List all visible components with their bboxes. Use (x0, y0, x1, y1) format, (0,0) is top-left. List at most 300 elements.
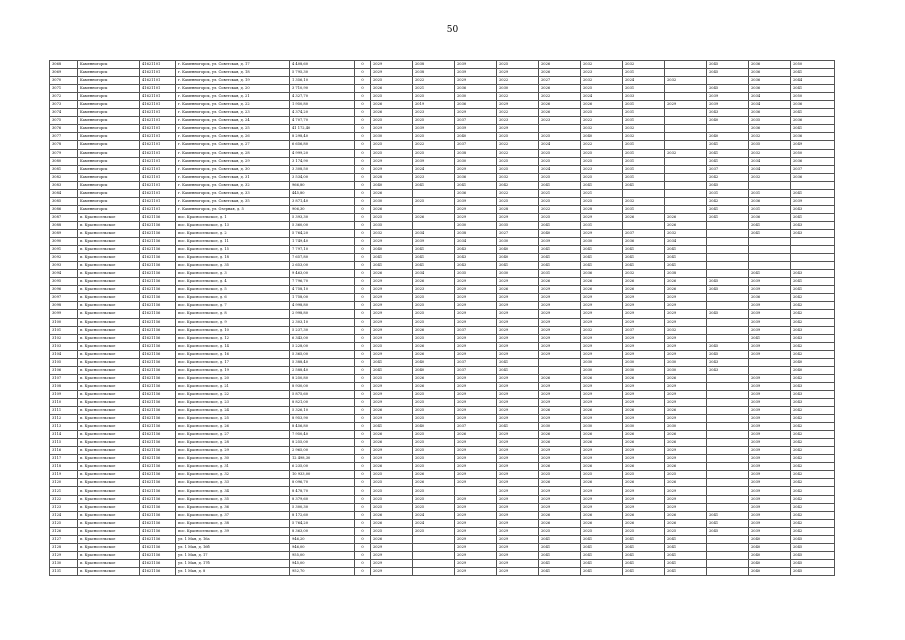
address-cell: пос. Красносельское, д. 10 (176, 326, 290, 334)
year-7-cell: 2041 (623, 543, 665, 551)
year-7-cell: 2033 (623, 93, 665, 101)
row-number-cell: 3124 (50, 511, 78, 519)
year-8-cell: 2038 (665, 270, 707, 278)
flag-cell: 0 (355, 262, 371, 270)
year-9-cell (707, 471, 749, 479)
year-8-cell: 2029 (665, 302, 707, 310)
area-cell: 3 308,50 (290, 165, 355, 173)
year-2-cell: 2025 (413, 487, 455, 495)
year-1-cell: 2026 (371, 463, 413, 471)
year-7-cell: 2031 (623, 109, 665, 117)
year-11-cell: 2043 (791, 334, 835, 342)
row-number-cell: 3093 (50, 262, 78, 270)
area-cell: 2 998,80 (290, 310, 355, 318)
year-9-cell: 2045 (707, 85, 749, 93)
row-number-cell: 3118 (50, 463, 78, 471)
flag-cell: 0 (355, 181, 371, 189)
area-cell: 1 749,40 (290, 238, 355, 246)
year-6-cell: 2032 (581, 125, 623, 133)
year-6-cell: 2026 (581, 479, 623, 487)
year-6-cell: 2029 (581, 334, 623, 342)
address-cell: г. Каменногорск, ул. Советская, д. 19 (176, 77, 290, 85)
year-4-cell: 2027 (497, 229, 539, 237)
year-4-cell: 2022 (497, 189, 539, 197)
row-number-cell: 3123 (50, 503, 78, 511)
year-9-cell (707, 447, 749, 455)
area-cell: 5 300,30 (290, 503, 355, 511)
year-8-cell: 2041 (665, 246, 707, 254)
year-4-cell: 2023 (497, 117, 539, 125)
year-9-cell (707, 463, 749, 471)
year-7-cell: 2029 (623, 342, 665, 350)
year-4-cell: 2029 (497, 213, 539, 221)
table-row (50, 366, 835, 374)
year-8-cell: 2029 (665, 390, 707, 398)
table-row (50, 318, 835, 326)
year-2-cell (413, 567, 455, 575)
year-11-cell: 2050 (791, 61, 835, 69)
row-number-cell: 3107 (50, 374, 78, 382)
year-2-cell: 2022 (413, 141, 455, 149)
area-cell: 5 388,40 (290, 358, 355, 366)
table-row (50, 85, 835, 93)
year-8-cell: 2029 (665, 415, 707, 423)
address-cell: пос. Красносельское, д. 38 (176, 519, 290, 527)
year-5-cell: 2025 (539, 173, 581, 181)
year-9-cell: 2040 (707, 117, 749, 125)
oktmo-code-cell: 41621156 (140, 213, 176, 221)
table-row (50, 334, 835, 342)
year-8-cell: 2026 (665, 511, 707, 519)
year-3-cell: 2029 (455, 439, 497, 447)
year-9-cell (707, 455, 749, 463)
year-10-cell: 2034 (749, 157, 791, 165)
row-number-cell: 3110 (50, 398, 78, 406)
year-3-cell: 2029 (455, 374, 497, 382)
area-cell: 5 228,00 (290, 342, 355, 350)
year-9-cell (707, 479, 749, 487)
year-5-cell: 2041 (539, 559, 581, 567)
year-3-cell: 2036 (455, 101, 497, 109)
year-2-cell: 2025 (413, 93, 455, 101)
year-3-cell: 2029 (455, 503, 497, 511)
address-cell: пос. Красносельское, д. 37 (176, 511, 290, 519)
table-row (50, 270, 835, 278)
year-10-cell: 2039 (749, 527, 791, 535)
year-10-cell: 2039 (749, 278, 791, 286)
table-row (50, 471, 835, 479)
settlement-cell: п. Красносельское (78, 302, 140, 310)
year-8-cell: 2030 (665, 358, 707, 366)
year-8-cell: 2029 (665, 294, 707, 302)
year-1-cell: 2030 (371, 197, 413, 205)
oktmo-code-cell: 41621156 (140, 334, 176, 342)
year-8-cell: 2026 (665, 221, 707, 229)
year-5-cell: 2029 (539, 455, 581, 463)
year-6-cell: 2041 (581, 551, 623, 559)
year-7-cell: 2031 (623, 85, 665, 93)
settlement-cell: п. Красносельское (78, 415, 140, 423)
year-2-cell (413, 205, 455, 213)
year-8-cell: 2029 (665, 318, 707, 326)
year-4-cell: 2029 (497, 101, 539, 109)
year-5-cell: 2029 (539, 294, 581, 302)
year-2-cell: 2026 (413, 479, 455, 487)
year-2-cell: 2025 (413, 334, 455, 342)
row-number-cell: 3128 (50, 543, 78, 551)
year-8-cell: 2041 (665, 262, 707, 270)
year-4-cell: 2029 (497, 495, 539, 503)
year-10-cell: 2036 (749, 69, 791, 77)
address-cell: г. Каменногорск, ул. Советская, д. 18 (176, 69, 290, 77)
year-6-cell: 2041 (581, 567, 623, 575)
year-11-cell: 2042 (791, 503, 835, 511)
oktmo-code-cell: 41621156 (140, 229, 176, 237)
year-6-cell: 2032 (581, 326, 623, 334)
year-3-cell: 2037 (455, 366, 497, 374)
area-cell: 8 298,40 (290, 133, 355, 141)
year-4-cell: 2026 (497, 286, 539, 294)
settlement-cell: п. Красносельское (78, 559, 140, 567)
year-5-cell (539, 125, 581, 133)
year-2-cell (413, 543, 455, 551)
settlement-cell: п. Красносельское (78, 229, 140, 237)
year-7-cell: 2029 (623, 310, 665, 318)
year-5-cell: 2025 (539, 149, 581, 157)
settlement-cell: Каменногорск (78, 133, 140, 141)
settlement-cell: п. Красносельское (78, 439, 140, 447)
year-7-cell: 2029 (623, 503, 665, 511)
oktmo-code-cell: 41621156 (140, 294, 176, 302)
area-cell: 946,20 (290, 535, 355, 543)
address-cell: пос. Красносельское, д. 9 (176, 318, 290, 326)
year-8-cell: 2026 (665, 213, 707, 221)
settlement-cell: п. Красносельское (78, 382, 140, 390)
year-3-cell: 2029 (455, 535, 497, 543)
year-5-cell: 2024 (539, 165, 581, 173)
table-row (50, 181, 835, 189)
year-10-cell: 2039 (749, 511, 791, 519)
flag-cell: 0 (355, 487, 371, 495)
year-3-cell: 2029 (455, 350, 497, 358)
year-9-cell: 2041 (707, 205, 749, 213)
year-10-cell: 2039 (749, 463, 791, 471)
year-1-cell: 2029 (371, 302, 413, 310)
year-6-cell: 2041 (581, 254, 623, 262)
year-9-cell (707, 254, 749, 262)
year-4-cell: 2029 (497, 415, 539, 423)
flag-cell: 0 (355, 334, 371, 342)
year-4-cell: 2022 (497, 93, 539, 101)
oktmo-code-cell: 41621156 (140, 382, 176, 390)
area-cell: 4 408,60 (290, 61, 355, 69)
year-6-cell: 2023 (581, 69, 623, 77)
year-10-cell (749, 366, 791, 374)
year-6-cell: 2041 (581, 246, 623, 254)
year-10-cell (749, 254, 791, 262)
year-2-cell: 2025 (413, 439, 455, 447)
year-9-cell (707, 246, 749, 254)
address-cell: г. Каменногорск, ул. Советская, д. 29 (176, 157, 290, 165)
oktmo-code-cell: 41621101 (140, 125, 176, 133)
year-4-cell: 2029 (497, 567, 539, 575)
area-cell: 5 795,30 (290, 69, 355, 77)
year-5-cell: 2026 (539, 439, 581, 447)
year-6-cell: 2026 (581, 511, 623, 519)
area-cell: 8 172,60 (290, 511, 355, 519)
year-5-cell: 2029 (539, 415, 581, 423)
settlement-cell: Каменногорск (78, 149, 140, 157)
year-2-cell: 2026 (413, 350, 455, 358)
year-10-cell: 2040 (749, 551, 791, 559)
row-number-cell: 3084 (50, 189, 78, 197)
flag-cell: 0 (355, 511, 371, 519)
table-row (50, 254, 835, 262)
address-cell: пос. Красносельское, д. 35 (176, 495, 290, 503)
row-number-cell: 3080 (50, 157, 78, 165)
table-row (50, 77, 835, 85)
year-11-cell: 2041 (791, 213, 835, 221)
year-4-cell: 2041 (497, 358, 539, 366)
year-6-cell: 2041 (581, 559, 623, 567)
year-8-cell (665, 85, 707, 93)
year-10-cell: 2039 (749, 286, 791, 294)
year-1-cell: 2041 (371, 358, 413, 366)
year-9-cell (707, 559, 749, 567)
year-5-cell: 2025 (539, 213, 581, 221)
year-10-cell: 2036 (749, 77, 791, 85)
year-3-cell: 2029 (455, 543, 497, 551)
flag-cell: 0 (355, 109, 371, 117)
year-7-cell: 2026 (623, 213, 665, 221)
year-9-cell (707, 487, 749, 495)
year-5-cell: 2039 (539, 238, 581, 246)
year-9-cell: 2043 (707, 358, 749, 366)
year-10-cell: 2031 (749, 205, 791, 213)
year-11-cell: 2043 (791, 270, 835, 278)
year-5-cell: 2029 (539, 487, 581, 495)
oktmo-code-cell: 41621156 (140, 286, 176, 294)
flag-cell: 0 (355, 366, 371, 374)
address-cell: г. Каменногорск, ул. Советская, д. 20 (176, 85, 290, 93)
year-3-cell: 2037 (455, 117, 497, 125)
year-5-cell: 2026 (539, 69, 581, 77)
address-cell: пос. Красносельское, д. 2 (176, 229, 290, 237)
year-9-cell (707, 503, 749, 511)
area-cell: 445,80 (290, 189, 355, 197)
year-7-cell: 2029 (623, 350, 665, 358)
year-7-cell: 2026 (623, 431, 665, 439)
year-6-cell: 2041 (581, 262, 623, 270)
year-1-cell: 2025 (371, 342, 413, 350)
year-11-cell: 2042 (791, 479, 835, 487)
address-cell: пос. Красносельское, д. 39 (176, 527, 290, 535)
year-9-cell (707, 431, 749, 439)
year-4-cell: 2030 (497, 85, 539, 93)
year-2-cell: 2026 (413, 342, 455, 350)
year-2-cell: 2025 (413, 302, 455, 310)
year-3-cell: 2037 (455, 141, 497, 149)
year-7-cell: 2036 (623, 238, 665, 246)
row-number-cell: 3129 (50, 551, 78, 559)
year-10-cell: 2036 (749, 125, 791, 133)
area-cell: 8 250,80 (290, 374, 355, 382)
year-3-cell: 2029 (455, 302, 497, 310)
year-9-cell: 2043 (707, 366, 749, 374)
year-2-cell: 2025 (413, 294, 455, 302)
flag-cell: 0 (355, 238, 371, 246)
year-10-cell: 2032 (749, 133, 791, 141)
area-cell: 6 343,00 (290, 334, 355, 342)
year-1-cell: 2029 (371, 326, 413, 334)
settlement-cell: Каменногорск (78, 197, 140, 205)
year-5-cell: 2041 (539, 221, 581, 229)
table-row (50, 390, 835, 398)
settlement-cell: п. Красносельское (78, 310, 140, 318)
year-1-cell: 2029 (371, 318, 413, 326)
flag-cell: 0 (355, 471, 371, 479)
flag-cell: 0 (355, 229, 371, 237)
address-cell: пос. Красносельское, д. 14 (176, 342, 290, 350)
year-3-cell: 2038 (455, 149, 497, 157)
flag-cell: 0 (355, 423, 371, 431)
oktmo-code-cell: 41621156 (140, 270, 176, 278)
row-number-cell: 3121 (50, 487, 78, 495)
address-cell: пос. Красносельское, д. 20 (176, 374, 290, 382)
year-2-cell: 2040 (413, 358, 455, 366)
year-4-cell: 2025 (497, 133, 539, 141)
year-6-cell: 2041 (581, 535, 623, 543)
year-5-cell: 2041 (539, 567, 581, 575)
address-cell: пос. Красносельское, д. 15 (176, 246, 290, 254)
year-10-cell: 2039 (749, 519, 791, 527)
table-row (50, 101, 835, 109)
row-number-cell: 3079 (50, 149, 78, 157)
year-1-cell: 2025 (371, 471, 413, 479)
year-8-cell: 2029 (665, 382, 707, 390)
year-1-cell: 2030 (371, 133, 413, 141)
year-6-cell: 2025 (581, 85, 623, 93)
year-2-cell: 2025 (413, 390, 455, 398)
year-7-cell: 2031 (623, 101, 665, 109)
settlement-cell: Каменногорск (78, 165, 140, 173)
row-number-cell: 3103 (50, 342, 78, 350)
year-7-cell: 2031 (623, 205, 665, 213)
oktmo-code-cell: 41621156 (140, 447, 176, 455)
year-5-cell: 2025 (539, 527, 581, 535)
year-1-cell: 2025 (371, 77, 413, 85)
area-cell: 9 463,00 (290, 270, 355, 278)
year-4-cell: 2029 (497, 455, 539, 463)
row-number-cell: 3125 (50, 519, 78, 527)
year-3-cell: 2029 (455, 342, 497, 350)
year-8-cell: 2041 (665, 551, 707, 559)
year-3-cell: 2036 (455, 85, 497, 93)
year-7-cell: 2029 (623, 390, 665, 398)
year-8-cell: 2032 (665, 229, 707, 237)
row-number-cell: 3086 (50, 205, 78, 213)
year-5-cell: 2025 (539, 471, 581, 479)
area-cell: 945,00 (290, 559, 355, 567)
year-3-cell: 2029 (455, 551, 497, 559)
settlement-cell: Каменногорск (78, 101, 140, 109)
row-number-cell: 3115 (50, 439, 78, 447)
table-row (50, 527, 835, 535)
year-10-cell: 2036 (749, 197, 791, 205)
year-7-cell: 2031 (623, 149, 665, 157)
year-4-cell: 2030 (497, 238, 539, 246)
address-cell: пос. Красносельское, д. 23 (176, 398, 290, 406)
year-11-cell: 2042 (791, 342, 835, 350)
year-1-cell: 2029 (371, 559, 413, 567)
year-9-cell (707, 238, 749, 246)
year-4-cell: 2029 (497, 407, 539, 415)
year-5-cell: 2029 (539, 342, 581, 350)
year-1-cell: 2025 (371, 495, 413, 503)
year-2-cell (413, 221, 455, 229)
row-number-cell: 3116 (50, 447, 78, 455)
year-2-cell: 2039 (413, 238, 455, 246)
year-7-cell: 2026 (623, 407, 665, 415)
year-9-cell: 2045 (707, 286, 749, 294)
year-6-cell: 2029 (581, 382, 623, 390)
settlement-cell: п. Красносельское (78, 270, 140, 278)
year-4-cell: 2029 (497, 535, 539, 543)
year-11-cell: 2042 (791, 350, 835, 358)
year-5-cell: 2021 (539, 189, 581, 197)
year-9-cell: 2043 (707, 109, 749, 117)
year-8-cell (665, 109, 707, 117)
area-cell: 5 764,20 (290, 229, 355, 237)
year-7-cell: 2041 (623, 567, 665, 575)
flag-cell: 0 (355, 479, 371, 487)
year-8-cell: 2026 (665, 374, 707, 382)
row-number-cell: 3096 (50, 286, 78, 294)
year-3-cell: 2035 (455, 270, 497, 278)
year-5-cell: 2025 (539, 197, 581, 205)
row-number-cell: 3074 (50, 109, 78, 117)
year-5-cell: 2023 (539, 117, 581, 125)
row-number-cell: 3120 (50, 479, 78, 487)
oktmo-code-cell: 41621156 (140, 262, 176, 270)
year-8-cell: 2041 (665, 254, 707, 262)
address-cell: пос. Красносельское, д. 11 (176, 238, 290, 246)
year-5-cell: 2026 (539, 85, 581, 93)
year-5-cell: 2026 (539, 511, 581, 519)
year-6-cell: 2032 (581, 61, 623, 69)
year-3-cell: 2029 (455, 479, 497, 487)
area-cell: 1 356,10 (290, 77, 355, 85)
address-cell: г. Каменногорск, ул. Советская, д. 21 (176, 93, 290, 101)
year-7-cell: 2029 (623, 294, 665, 302)
table-row (50, 447, 835, 455)
row-number-cell: 3090 (50, 238, 78, 246)
flag-cell: 0 (355, 125, 371, 133)
year-1-cell: 2029 (371, 447, 413, 455)
year-10-cell: 2034 (749, 101, 791, 109)
address-cell: г. Каменногорск, ул. Советская, д. 33 (176, 189, 290, 197)
oktmo-code-cell: 41621101 (140, 61, 176, 69)
year-10-cell: 2039 (749, 350, 791, 358)
year-7-cell: 2026 (623, 511, 665, 519)
year-7-cell (623, 189, 665, 197)
year-8-cell: 2030 (665, 366, 707, 374)
oktmo-code-cell: 41621156 (140, 358, 176, 366)
table-row (50, 398, 835, 406)
year-9-cell (707, 415, 749, 423)
area-cell: 5 393,30 (290, 213, 355, 221)
oktmo-code-cell: 41621156 (140, 415, 176, 423)
